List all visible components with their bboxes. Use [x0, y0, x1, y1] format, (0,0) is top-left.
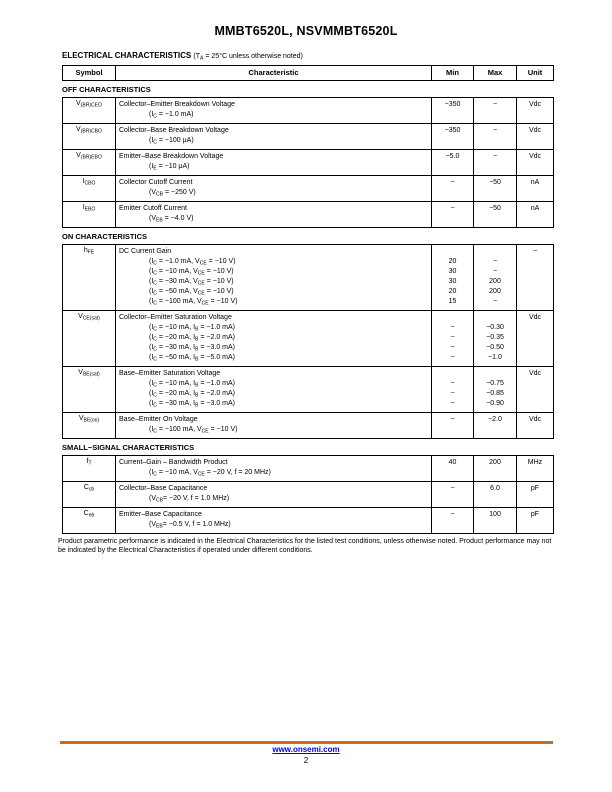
column-header-max: Max — [474, 66, 517, 81]
min-cell: −5.0 — [432, 150, 474, 176]
symbol-cell: $V_{(BR)CEO}$ — [63, 98, 116, 124]
max-cell: 200 — [474, 456, 517, 482]
page-number: 2 — [303, 756, 309, 765]
characteristic-cell: Base–Emitter On Voltage ($I_C = -100$ mA, $V_{CE} = -10$ V) — [116, 413, 432, 439]
characteristics-table — [62, 455, 554, 534]
unit-cell: Vdc — [517, 124, 554, 150]
onsemi-link[interactable]: www.onsemi.com — [272, 745, 340, 754]
max-cell: − — [474, 124, 517, 150]
table-row — [63, 202, 554, 228]
electrical-characteristics-heading — [62, 51, 553, 60]
unit-cell: Vdc — [517, 311, 554, 367]
symbol-cell: $f_T$ — [63, 456, 116, 482]
max-cell: −0.30 −0.35 −0.50 −1.0 — [474, 311, 517, 367]
min-cell: − — [432, 176, 474, 202]
max-cell: − − 200 200 − — [474, 245, 517, 311]
max-cell: − — [474, 150, 517, 176]
characteristic-cell: Base–Emitter Saturation Voltage ($I_C = -10$ mA, $I_B = -1.0$ mA) ($I_C = -20$ mA, $I_B = -2.0$ mA) ($I_C = -30$ mA, $I_B = -3.0$ mA) — [116, 367, 432, 413]
table-row — [63, 98, 554, 124]
min-cell: − − − — [432, 367, 474, 413]
symbol-cell: $V_{(BR)CBO}$ — [63, 124, 116, 150]
section-label: OFF CHARACTERISTICS — [62, 85, 151, 94]
min-cell: 20 30 30 20 15 — [432, 245, 474, 311]
max-cell: −2.0 — [474, 413, 517, 439]
table-sections — [62, 85, 553, 534]
unit-cell: Vdc — [517, 367, 554, 413]
heading-condition-note: ($T_A = 25^\circ C$ unless otherwise noted) — [193, 53, 303, 62]
symbol-cell: $V_{BE(sat)}$ — [63, 367, 116, 413]
unit-cell: Vdc — [517, 413, 554, 439]
min-cell: − — [432, 508, 474, 534]
symbol-cell: $C_{cb}$ — [63, 482, 116, 508]
symbol-cell: $V_{BE(on)}$ — [63, 413, 116, 439]
column-header-min: Min — [432, 66, 474, 81]
page-content — [58, 51, 553, 555]
characteristic-cell: Collector–Emitter Saturation Voltage ($I_C = -10$ mA, $I_B = -1.0$ mA) ($I_C = -20$ mA, $I_B = -2.0$ mA) ($I_C = -30$ mA, $I_B = -3.0$ mA) ($I_C = -50$ mA, $I_B = -5.0$ mA) — [116, 311, 432, 367]
characteristic-cell: Emitter–Base Capacitance ($V_{EB}= -0.5$ V, f = 1.0 MHz) — [116, 508, 432, 534]
unit-cell: − — [517, 245, 554, 311]
table-row — [63, 482, 554, 508]
min-cell: −350 — [432, 98, 474, 124]
characteristic-cell: Collector–Base Breakdown Voltage ($I_C = -100$ μA) — [116, 124, 432, 150]
unit-cell: Vdc — [517, 150, 554, 176]
characteristic-cell: Collector–Emitter Breakdown Voltage ($I_C = -1.0$ mA) — [116, 98, 432, 124]
characteristics-table — [62, 97, 554, 228]
footer-rule — [60, 741, 553, 744]
characteristic-cell: Current–Gain – Bandwidth Product ($I_C = -10$ mA, $V_{CE} = -20$ V, f = 20 MHz) — [116, 456, 432, 482]
unit-cell: MHz — [517, 456, 554, 482]
characteristic-cell: DC Current Gain ($I_C = -1.0$ mA, $V_{CE} = -10$ V) ($I_C = -10$ mA, $V_{CE} = -10$ V) ($I_C = -30$ mA, $V_{CE} = -10$ V) ($I_C = -50$ mA, $V_{CE} = -10$ V) ($I_C = -100$ mA, $V_{CE} = -10$ V) — [116, 245, 432, 311]
table-row — [63, 508, 554, 534]
unit-cell: nA — [517, 176, 554, 202]
symbol-cell: $V_{CE(sat)}$ — [63, 311, 116, 367]
heading-label: ELECTRICAL CHARACTERISTICS — [62, 51, 192, 60]
max-cell: −0.75 −0.85 −0.90 — [474, 367, 517, 413]
table-row — [63, 367, 554, 413]
min-cell: 40 — [432, 456, 474, 482]
table-row — [63, 124, 554, 150]
unit-cell: Vdc — [517, 98, 554, 124]
characteristic-cell: Collector–Base Capacitance ($V_{CB}= -20$ V, f = 1.0 MHz) — [116, 482, 432, 508]
symbol-cell: $C_{eb}$ — [63, 508, 116, 534]
table-row — [63, 311, 554, 367]
unit-cell: pF — [517, 482, 554, 508]
symbol-cell: $I_{EBO}$ — [63, 202, 116, 228]
table-row — [63, 245, 554, 311]
min-cell: − − − − — [432, 311, 474, 367]
unit-cell: nA — [517, 202, 554, 228]
column-header-row — [63, 66, 554, 81]
column-header-unit: Unit — [517, 66, 554, 81]
column-header-characteristic: Characteristic — [116, 66, 432, 81]
characteristic-cell: Collector Cutoff Current ($V_{CB} = -250$ V) — [116, 176, 432, 202]
section-label: ON CHARACTERISTICS — [62, 232, 148, 241]
page-title: MMBT6520L, NSVMMBT6520L — [214, 24, 398, 38]
max-cell: 100 — [474, 508, 517, 534]
table-row — [63, 150, 554, 176]
section-label: SMALL−SIGNAL CHARACTERISTICS — [62, 443, 195, 452]
max-cell: −50 — [474, 176, 517, 202]
column-header-symbol: Symbol — [63, 66, 116, 81]
max-cell: − — [474, 98, 517, 124]
min-cell: − — [432, 202, 474, 228]
table-row — [63, 456, 554, 482]
characteristics-table — [62, 244, 554, 439]
max-cell: −50 — [474, 202, 517, 228]
footnote: Product parametric performance is indicated in the Electrical Characteristics for the listed test conditions, unless otherwise noted. Product performance may not be indicated by the Electrical Characteristics if operated under different conditions. — [58, 538, 552, 554]
symbol-cell: $I_{CBO}$ — [63, 176, 116, 202]
characteristic-cell: Emitter–Base Breakdown Voltage ($I_E = -10$ μA) — [116, 150, 432, 176]
table-row — [63, 413, 554, 439]
table-row — [63, 176, 554, 202]
max-cell: 6.0 — [474, 482, 517, 508]
min-cell: − — [432, 413, 474, 439]
table-header-row — [62, 65, 554, 81]
min-cell: −350 — [432, 124, 474, 150]
unit-cell: pF — [517, 508, 554, 534]
min-cell: − — [432, 482, 474, 508]
symbol-cell: $h_{FE}$ — [63, 245, 116, 311]
characteristic-cell: Emitter Cutoff Current ($V_{EB} = -4.0$ V) — [116, 202, 432, 228]
symbol-cell: $V_{(BR)EBO}$ — [63, 150, 116, 176]
